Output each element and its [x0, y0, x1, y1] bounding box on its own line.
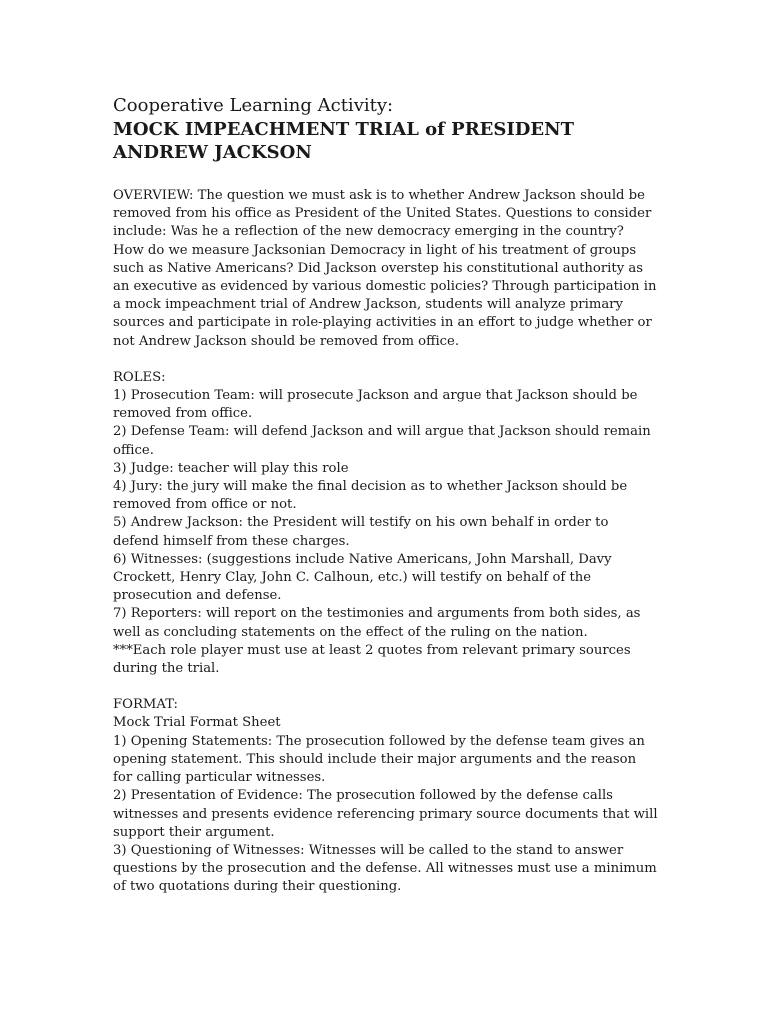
roles-note: ***Each role player must use at least 2 quotes from relevant primary sources during the trial. — [113, 642, 631, 677]
format-item-opening-statements: 1) Opening Statements: The prosecution followed by the defense team gives an opening statement. This should include their major arguments and the reason for calling particular witnesses. — [113, 733, 645, 786]
format-heading: FORMAT: — [113, 697, 178, 713]
role-item-reporters: 7) Reporters: will report on the testimonies and arguments from both sides, as well as concluding statements on the effect of the ruling on the nation. — [113, 606, 641, 640]
roles-heading: ROLES: — [113, 369, 166, 385]
format-item-questioning-of-witnesses: 3) Questioning of Witnesses: Witnesses will be called to the stand to answer questions by the prosecution and the defense. All witnesses must use a minimum of two quotations during their questioning. — [113, 842, 657, 895]
role-item-witnesses: 6) Witnesses: (suggestions include Native Americans, John Marshall, Davy Crockett, Henry Clay, John C. Calhoun, etc.) will testify on behalf of the prosecution and defense. — [113, 551, 612, 604]
document-page — [113, 94, 658, 897]
document-title: MOCK IMPEACHMENT TRIAL of PRESIDENT ANDREW JACKSON — [113, 119, 574, 163]
role-item-andrew-jackson: 5) Andrew Jackson: the President will testify on his own behalf in order to defend himself from these charges. — [113, 515, 609, 549]
role-item-prosecution: 1) Prosecution Team: will prosecute Jackson and argue that Jackson should be removed from office. — [113, 388, 638, 422]
format-item-presentation-of-evidence: 2) Presentation of Evidence: The prosecution followed by the defense calls witnesses and presents evidence referencing primary source documents that will support their argument. — [113, 788, 658, 840]
role-item-jury: 4) Jury: the jury will make the final decision as to whether Jackson should be removed from office or not. — [113, 479, 628, 513]
role-item-defense: 2) Defense Team: will defend Jackson and will argue that Jackson should remain office. — [113, 424, 651, 458]
overview-paragraph: OVERVIEW: The question we must ask is to whether Andrew Jackson should be removed from his office as President of the United States. Questions to consider include: Was he a reflection of the new democracy emerging in the country? How do we measure Jacksonian Democracy in light of his treatment of groups such as Native Americans? Did Jackson overstep his constitutional authority as an executive as evidenced by various domestic policies? Through participation in a mock impeachment trial of Andrew Jackson, students will analyze primary sources and participate in role-playing activities in an effort to judge whether or not Andrew Jackson should be removed from office. — [113, 188, 657, 349]
role-item-judge: 3) Judge: teacher will play this role — [113, 460, 349, 476]
activity-subtitle: Cooperative Learning Activity: — [113, 95, 394, 116]
format-sheet-title: Mock Trial Format Sheet — [113, 715, 281, 731]
